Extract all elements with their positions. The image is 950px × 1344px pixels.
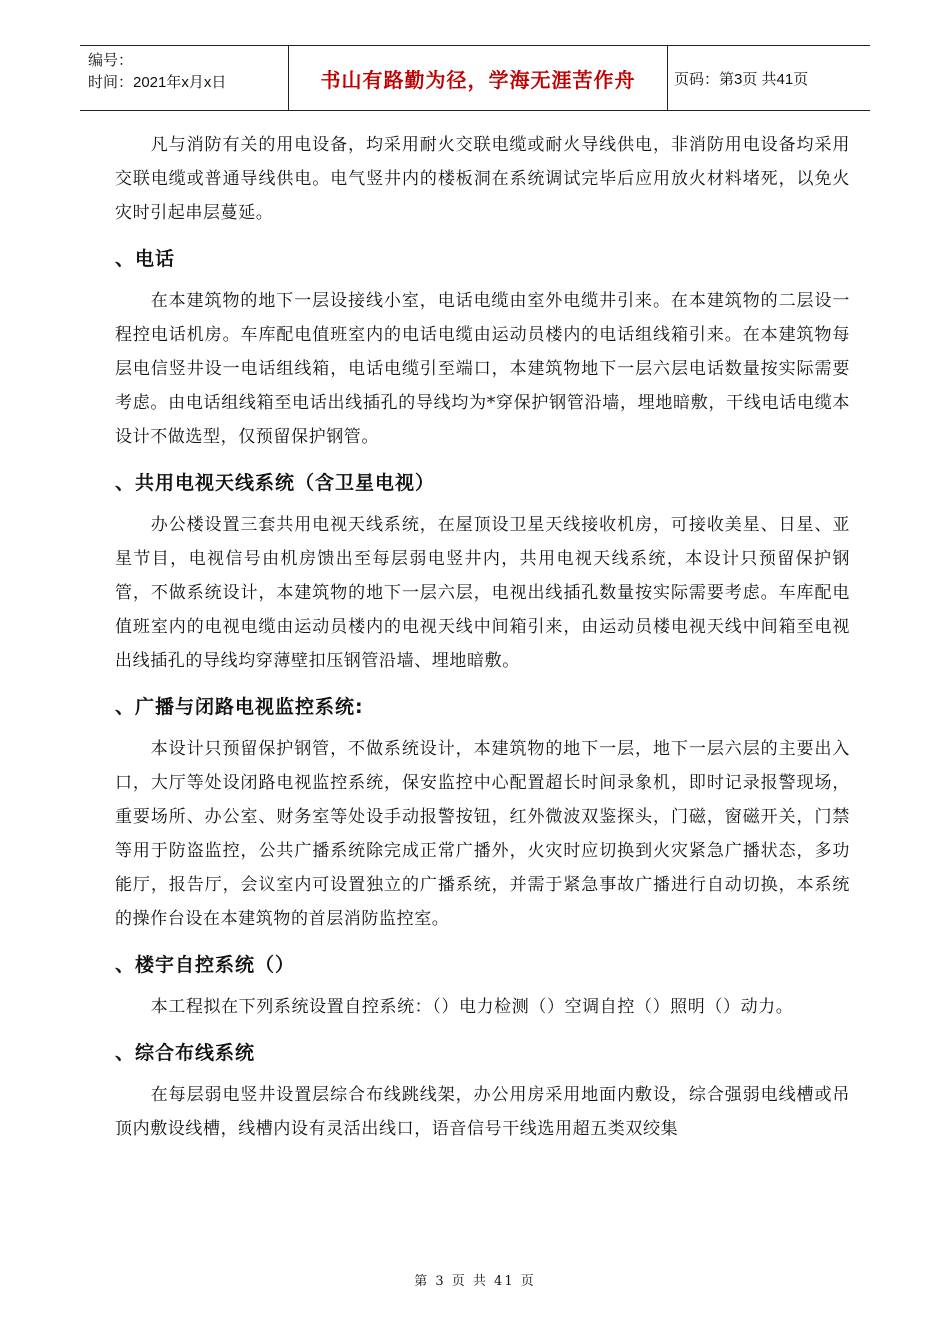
body-paragraph: 办公楼设置三套共用电视天线系统，在屋顶设卫星天线接收机房，可接收美星、日星、亚星节目，电视信号由机房馈出至每层弱电竖井内，共用电视天线系统，本设计只预留保护钢管，不做系统设计，本建筑物的地下一层六层，电视出线插孔数量按实际需要考虑。车库配电值班室内的电视电缆由运动员楼内的电视天线中间箱引来，由运动员楼电视天线中间箱至电视出线插孔的导线均穿薄壁扣压钢管沿墙、埋地暗敷。: [115, 515, 850, 671]
body-paragraph: 在本建筑物的地下一层设接线小室，电话电缆由室外电缆井引来。在本建筑物的二层设一程控电话机房。车库配电值班室内的电话电缆由运动员楼内的电话组线箱引来。在本建筑物每层电信竖井设一电话组线箱，电话电缆引至端口，本建筑物地下一层六层电话数量按实际需要考虑。由电话组线箱至电话出线插孔的导线均为*穿保护钢管沿墙，埋地暗敷，干线电话电缆本设计不做选型，仅预留保护钢管。: [115, 291, 850, 447]
section-heading-bas: 、楼宇自控系统（）: [115, 954, 296, 976]
header-meta-cell: [80, 46, 289, 111]
body-paragraph: 本设计只预留保护钢管，不做系统设计，本建筑物的地下一层，地下一层六层的主要出入口，大厅等处设闭路电视监控系统，保安监控中心配置超长时间录象机，即时记录报警现场，重要场所、办公室、财务室等处设手动报警按钮，红外微波双鉴探头，门磁，窗磁开关，门禁等用于防盗监控，公共广播系统除完成正常广播外，火灾时应切换到火灾紧急广播状态，多功能厅，报告厅，会议室内可设置独立的广播系统，并需于紧急事故广播进行自动切换，本系统的操作台设在本建筑物的首层消防监控室。: [115, 739, 850, 929]
header-motto: 书山有路勤为径，学海无涯苦作舟: [289, 46, 668, 111]
document-header: [80, 45, 870, 111]
body-paragraph: 在每层弱电竖井设置层综合布线跳线架，办公用房采用地面内敷设，综合强弱电线槽或吊顶内敷设线槽，线槽内设有灵活出线口，语音信号干线选用超五类双绞集: [115, 1085, 850, 1139]
header-time-label: 时间：2021年x月x日: [88, 74, 227, 91]
page-footer: 第 3 页 共 41 页: [414, 1274, 536, 1289]
body-paragraph: 本工程拟在下列系统设置自控系统：（）电力检测（）空调自控（）照明（）动力。: [150, 997, 794, 1017]
section-heading-telephone: 、电话: [115, 248, 176, 270]
section-heading-catv: 、共用电视天线系统（含卫星电视）: [115, 472, 436, 494]
body-paragraph: 凡与消防有关的用电设备，均采用耐火交联电缆或耐火导线供电，非消防用电设备均采用交联电缆或普通导线供电。电气竖井内的楼板洞在系统调试完毕后应用放火材料堵死，以免火灾时引起串层蔓延。: [115, 135, 850, 223]
header-page-info: 页码：第3页 共41页: [668, 46, 871, 111]
header-number-label: 编号：: [88, 52, 134, 69]
document-body: [115, 128, 850, 1146]
section-heading-broadcast-cctv: 、广播与闭路电视监控系统:: [115, 696, 364, 718]
section-heading-cabling: 、综合布线系统: [115, 1042, 256, 1064]
